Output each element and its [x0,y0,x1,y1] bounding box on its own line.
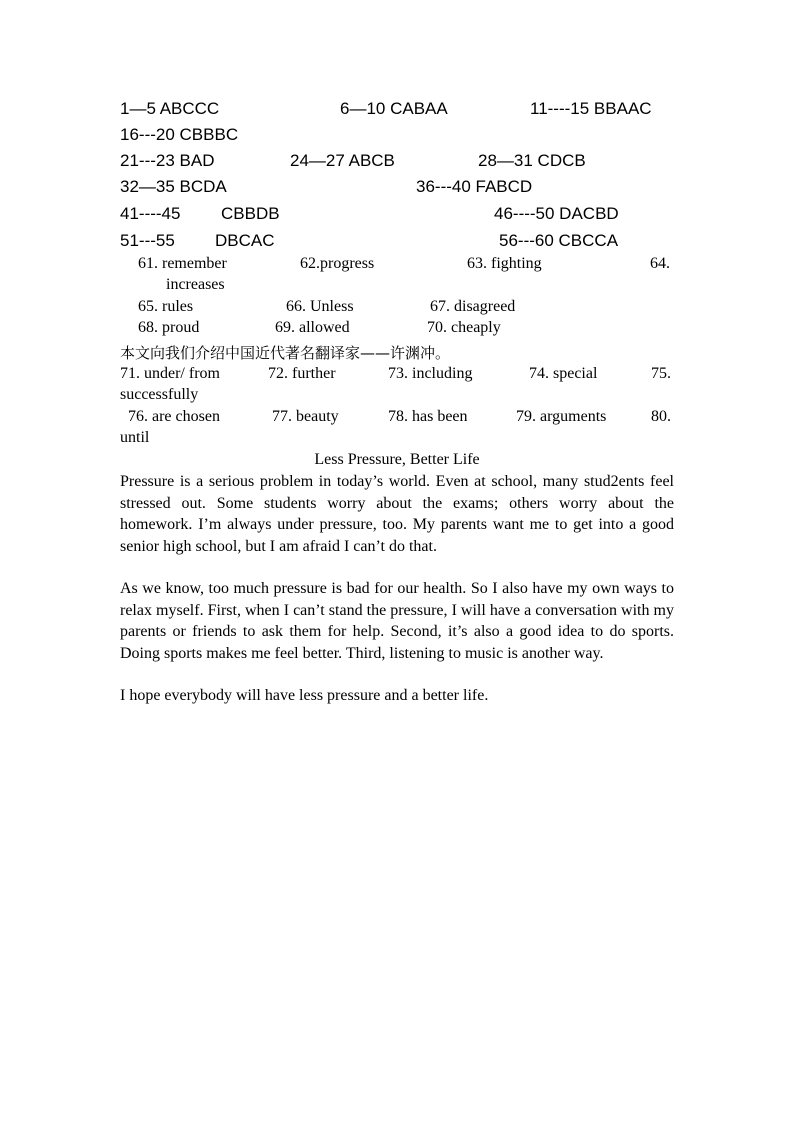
answer-36-40: 36---40 FABCD [416,177,533,196]
answer-75-label: 75. [651,365,671,382]
essay-paragraph-2: As we know, too much pressure is bad for our health. So I also have my own ways to relax myself. First, when I can’t stand the pressure, I will have a conversation with my parents or friends to ask them for help. Second, it’s also a good idea to do sports. Doing sports makes me feel better. Third, listening to music is another way. [120,580,674,662]
answer-70: 70. cheaply [427,319,501,336]
answer-68: 68. proud [138,319,200,336]
answer-71: 71. under/ from [120,365,220,382]
answer-80-value: until [120,429,150,446]
chinese-note: 本文向我们介绍中国近代著名翻译家——许渊冲。 [120,344,451,362]
answer-65: 65. rules [138,298,194,315]
answer-51-55-label: 51---55 [120,231,175,250]
answer-63: 63. fighting [467,255,542,272]
answer-6-10: 6—10 CABAA [340,99,448,118]
answer-11-15: 11----15 BBAAC [530,99,652,118]
answer-67: 67. disagreed [430,298,516,315]
answer-16-20: 16---20 CBBBC [120,125,239,144]
answer-72: 72. further [268,365,336,382]
answer-66: 66. Unless [286,298,354,315]
answer-80-label: 80. [651,408,671,425]
answer-41-45-label: 41----45 [120,204,181,223]
answer-41-45-value: CBBDB [221,204,280,223]
answer-76: 76. are chosen [128,408,220,425]
answer-77: 77. beauty [272,408,339,425]
answer-73: 73. including [388,365,473,382]
answer-32-35: 32—35 BCDA [120,177,227,196]
answer-75-value: successfully [120,386,199,403]
essay-paragraph-3: I hope everybody will have less pressure and a better life. [120,687,489,704]
answer-21-23: 21---23 BAD [120,151,215,170]
answer-79: 79. arguments [516,408,607,425]
answer-24-27: 24—27 ABCB [290,151,395,170]
answer-1-5: 1—5 ABCCC [120,99,220,118]
answer-64-value: increases [166,276,225,293]
answer-74: 74. special [529,365,598,382]
answer-51-55-value: DBCAC [215,231,275,250]
answer-28-31: 28—31 CDCB [478,151,586,170]
answer-56-60: 56---60 CBCCA [499,231,619,250]
essay-paragraph-1: Pressure is a serious problem in today’s world. Even at school, many stud2ents feel stressed out. Some students worry about the exams; others worry about the homework. I’m always under pressure, too. My parents want me to get into a good senior high school, but I am afraid I can’t do that. [120,473,674,555]
answer-61: 61. remember [138,255,227,272]
answer-46-50: 46----50 DACBD [494,204,619,223]
answer-78: 78. has been [388,408,468,425]
answer-62: 62.progress [300,255,375,272]
essay-title: Less Pressure, Better Life [314,451,480,468]
answer-69: 69. allowed [275,319,350,336]
answer-64-label: 64. [650,255,670,272]
